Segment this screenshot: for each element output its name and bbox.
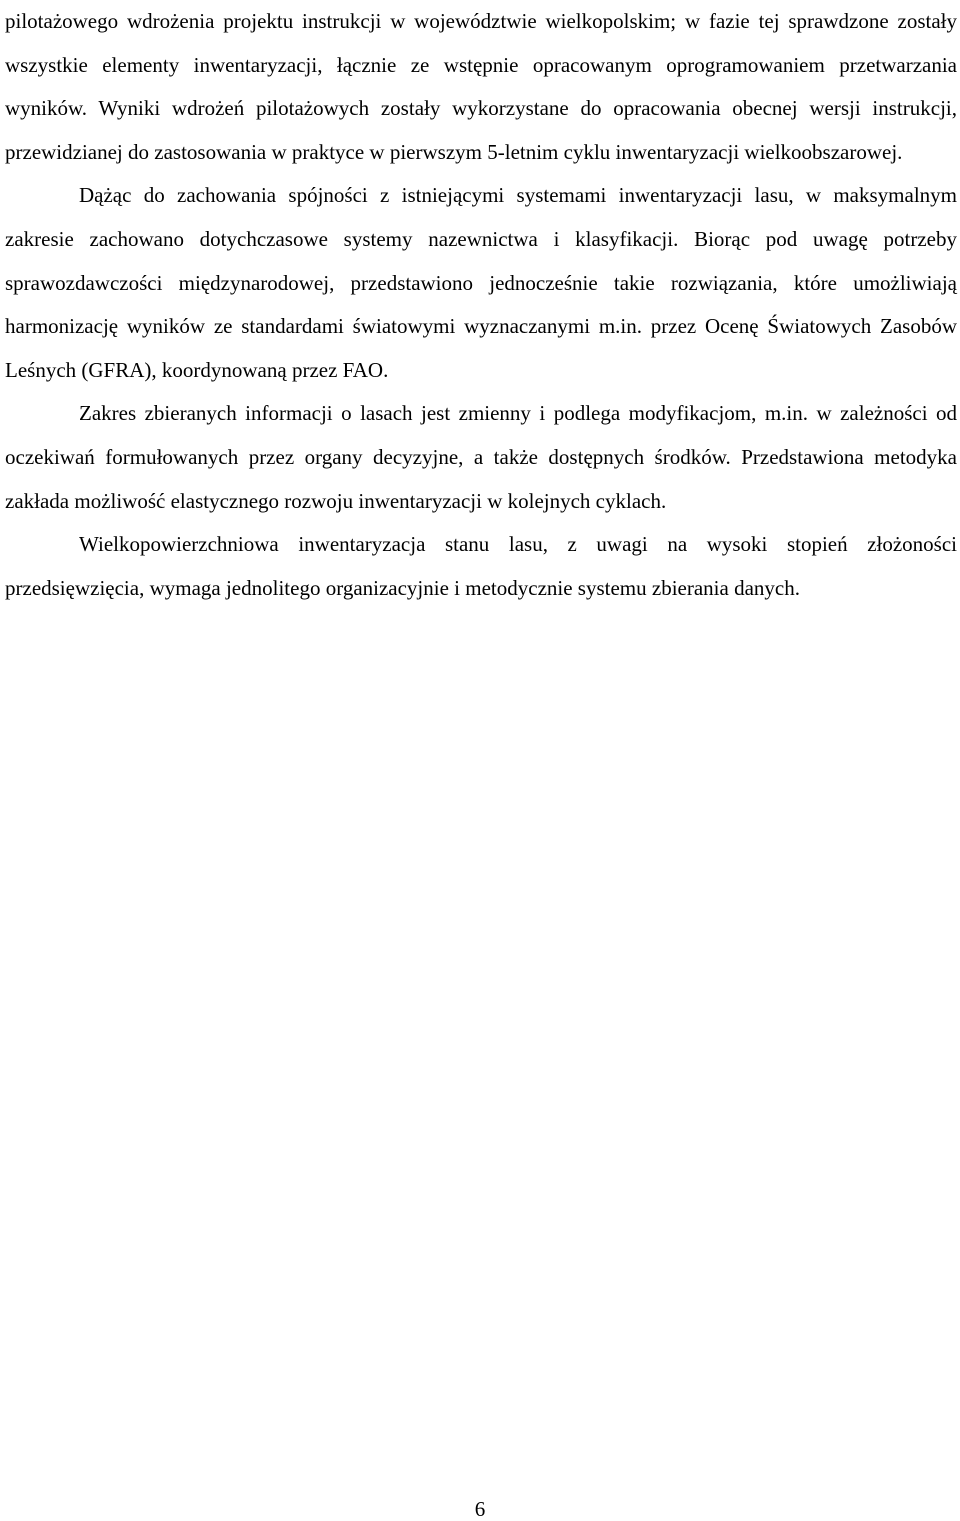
page-number: 6 — [474, 1497, 486, 1521]
document-page — [5, 0, 957, 610]
paragraph-continuation: pilotażowego wdrożenia projektu instrukcji w województwie wielkopolskim; w fazie tej sprawdzone zostały wszystkie elementy inwentaryzacji, łącznie ze wstępnie opracowanym oprogramowaniem przetwarzania wyników. Wyniki wdrożeń pilotażowych zostały wykorzystane do opracowania obecnej wersji instrukcji, przewidzianej do zastosowania w praktyce w pierwszym 5-letnim cyklu inwentaryzacji wielkoobszarowej. — [5, 9, 957, 164]
paragraph-conclusion: Wielkopowierzchniowa inwentaryzacja stanu lasu, z uwagi na wysoki stopień złożoności przedsięwzięcia, wymaga jednolitego organizacyjnie i metodycznie systemu zbierania danych. — [5, 532, 957, 600]
paragraph-scope: Zakres zbieranych informacji o lasach jest zmienny i podlega modyfikacjom, m.in. w zależności od oczekiwań formułowanych przez organy decyzyjne, a także dostępnych środków. Przedstawiona metodyka zakłada możliwość elastycznego rozwoju inwentaryzacji w kolejnych cyklach. — [5, 401, 957, 513]
paragraph-consistency: Dążąc do zachowania spójności z istniejącymi systemami inwentaryzacji lasu, w maksymalnym zakresie zachowano dotychczasowe systemy nazewnictwa i klasyfikacji. Biorąc pod uwagę potrzeby sprawozdawczości międzynarodowej, przedstawiono jednocześnie takie rozwiązania, które umożliwiają harmonizację wyników ze standardami światowymi wyznaczanymi m.in. przez Ocenę Światowych Zasobów Leśnych (GFRA), koordynowaną przez FAO. — [5, 183, 957, 382]
